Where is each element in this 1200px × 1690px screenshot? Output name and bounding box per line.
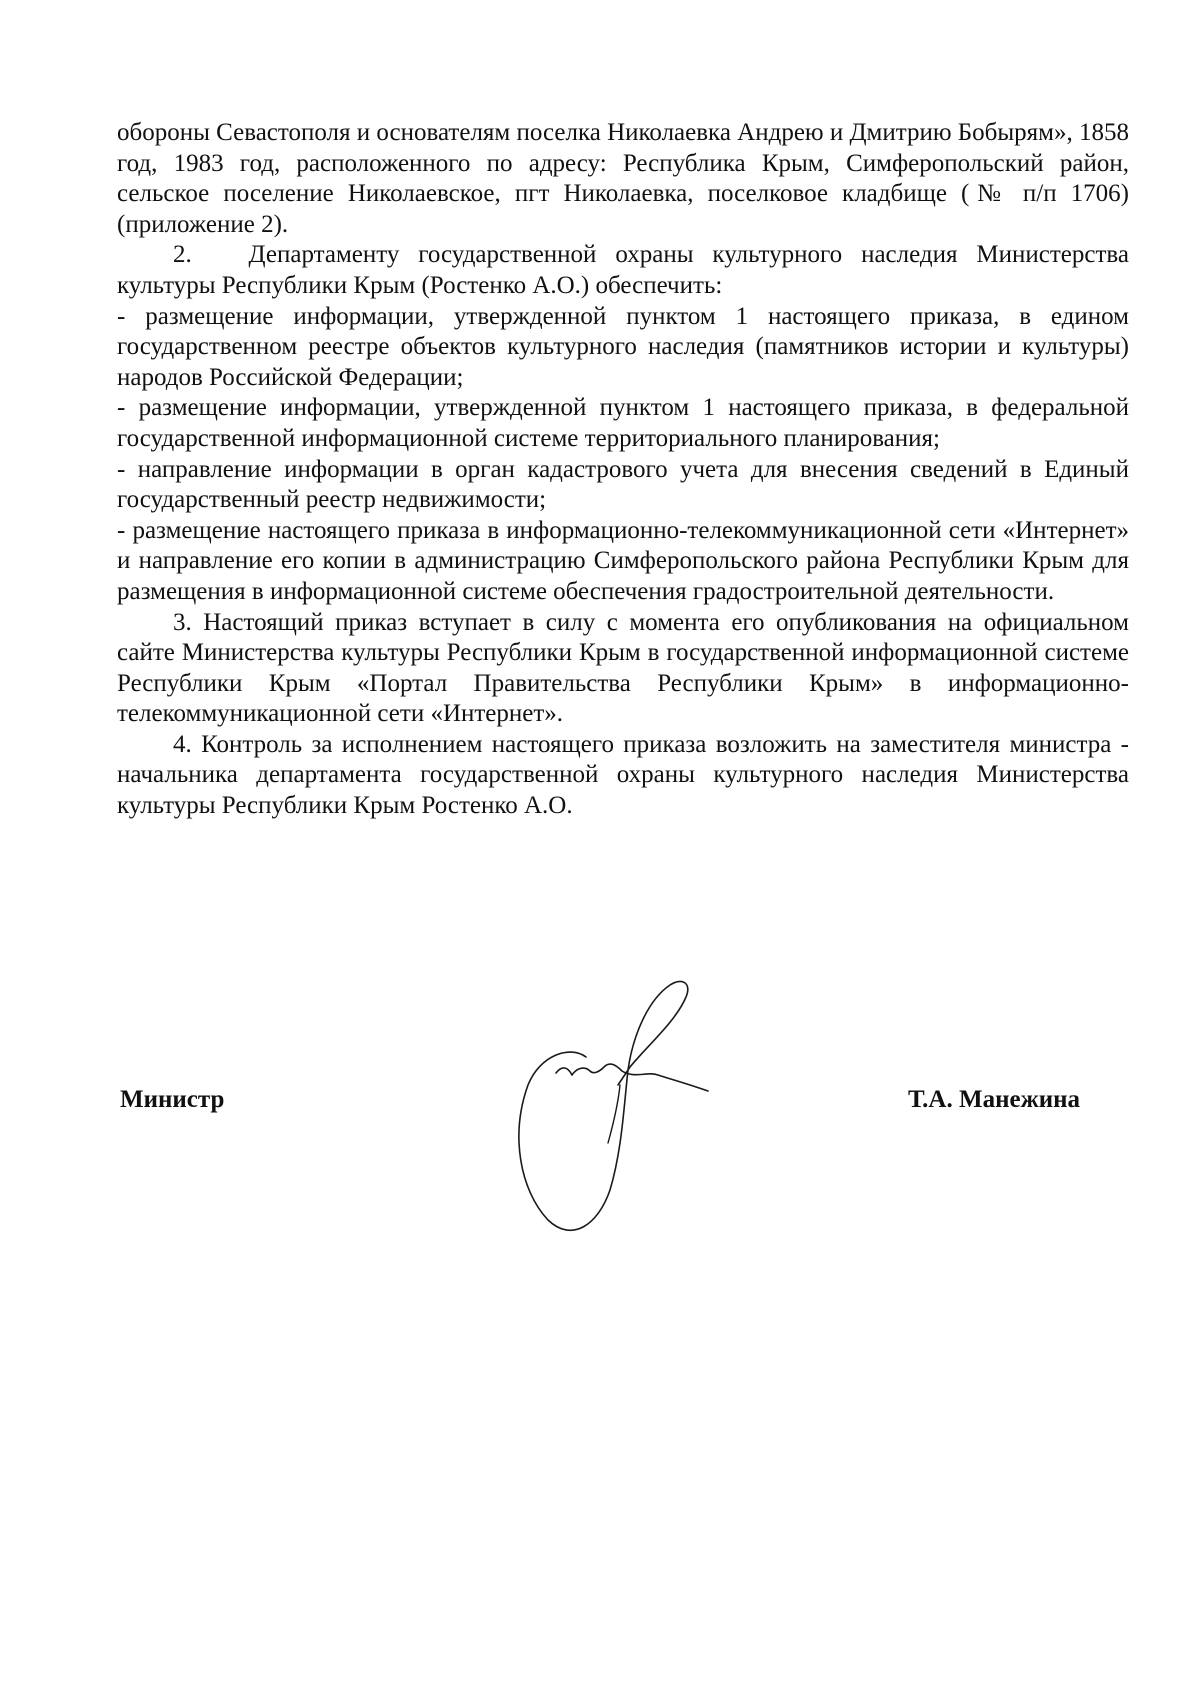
document-body (117, 118, 1129, 822)
paragraph-item-3: 3. Настоящий приказ вступает в силу с момента его опубликования на официальном сайте Министерства культуры Республики Крым в государственной информационной системе Республики Крым «Портал Правительства Республики Крым» в информационно-телекоммуникационной сети «Интернет». (117, 608, 1129, 728)
paragraph-item-2-bullet-2: - размещение информации, утвержденной пунктом 1 настоящего приказа, в федеральной государственной информационной системе территориального планирования; (117, 394, 1129, 452)
paragraph-item-2: 2. Департаменту государственной охраны культурного наследия Министерства культуры Республики Крым (Ростенко А.О.) обеспечить: (117, 241, 1129, 299)
paragraph-item-2-bullet-4: - размещение настоящего приказа в информационно-телекоммуникационной сети «Интернет» и направление его копии в администрацию Симферопольского района Республики Крым для размещения в информационной системе обеспечения градостроительной деятельности. (117, 516, 1129, 605)
paragraph-continuation: обороны Севастополя и основателям поселка Николаевка Андрею и Дмитрию Бобырям», 1858 год, 1983 год, расположенного по адресу: Республика Крым, Симферопольский район, сельское поселение Николаевское, пгт Николаевка, поселковое кладбище (№ п/п 1706) (приложение 2). (117, 119, 1129, 238)
paragraph-item-4: 4. Контроль за исполнением настоящего приказа возложить на заместителя министра - начальника департамента государственной охраны культурного наследия Министерства культуры Республики Крым Ростенко А.О. (117, 730, 1129, 820)
paragraph-item-2-bullet-1: - размещение информации, утвержденной пунктом 1 настоящего приказа, в едином государственном реестре объектов культурного наследия (памятников истории и культуры) народов Российской Федерации; (117, 302, 1129, 391)
signatory-name: Т.А. Манежина (908, 1086, 1081, 1113)
handwritten-signature-icon (500, 975, 730, 1245)
paragraph-item-2-bullet-3: - направление информации в орган кадастрового учета для внесения сведений в Единый государственный реестр недвижимости; (117, 455, 1129, 514)
signatory-role: Министр (120, 1086, 225, 1113)
